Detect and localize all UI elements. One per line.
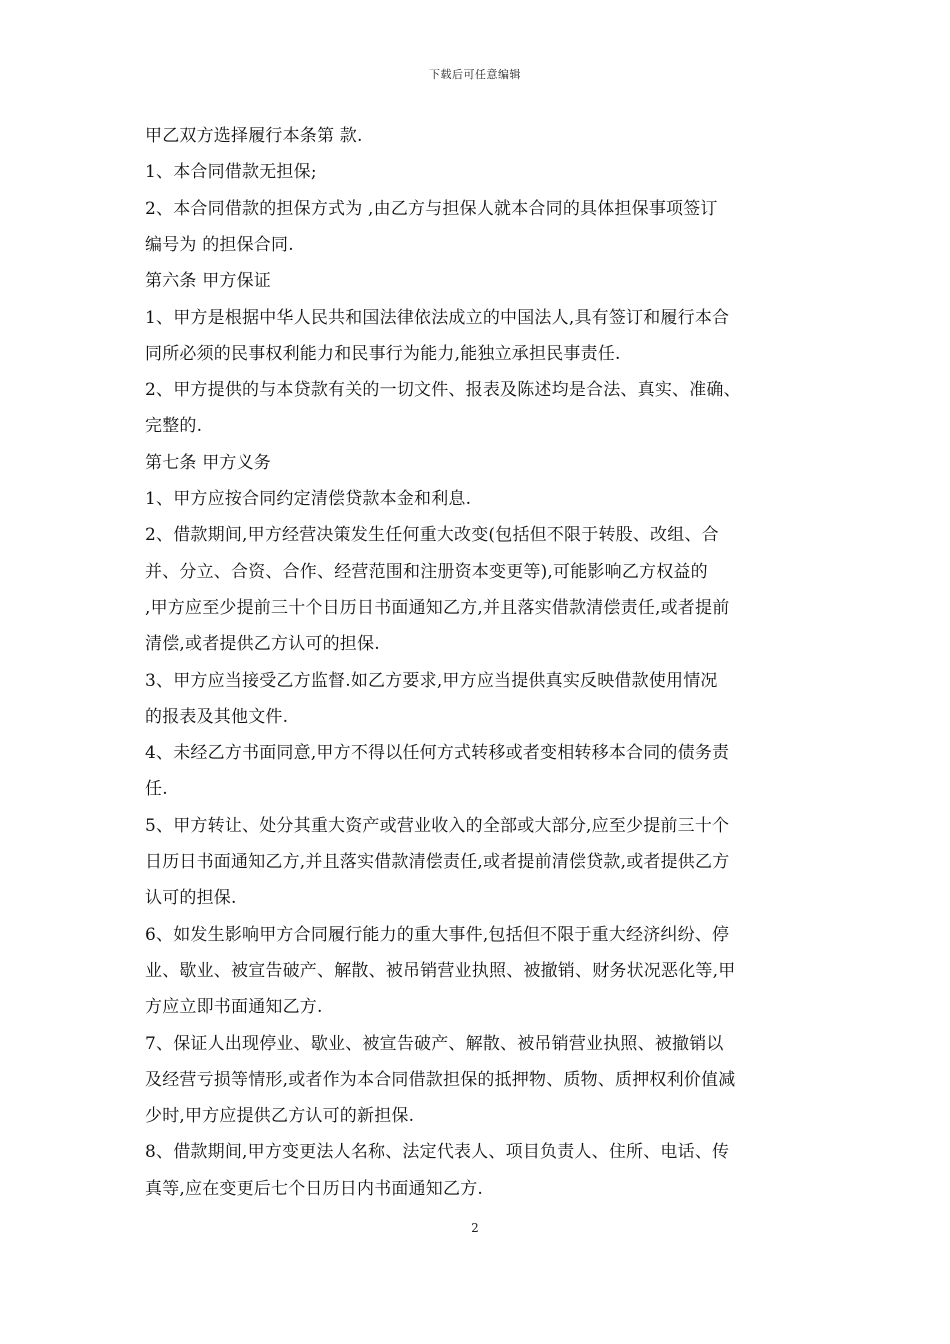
text-line: 3、甲方应当接受乙方监督.如乙方要求,甲方应当提供真实反映借款使用情况 — [145, 670, 718, 691]
text-line: 方应立即书面通知乙方. — [145, 997, 323, 1018]
text-line: 并、分立、合资、合作、经营范围和注册资本变更等),可能影响乙方权益的 — [145, 561, 708, 582]
page-header: 下载后可任意编辑 — [429, 68, 521, 81]
text-line: 认可的担保. — [145, 888, 237, 909]
text-line: 编号为 的担保合同. — [145, 234, 294, 255]
text-line: 1、本合同借款无担保; — [145, 162, 317, 183]
text-line: 完整的. — [145, 416, 203, 437]
text-line: 的报表及其他文件. — [145, 706, 289, 727]
text-line: 8、借款期间,甲方变更法人名称、法定代表人、项目负责人、住所、电话、传 — [145, 1142, 730, 1163]
text-line: 1、甲方是根据中华人民共和国法律依法成立的中国法人,具有签订和履行本合 — [145, 307, 730, 328]
text-line: 甲乙双方选择履行本条第 款. — [145, 126, 363, 146]
text-line: 少时,甲方应提供乙方认可的新担保. — [145, 1106, 415, 1127]
text-line: 6、如发生影响甲方合同履行能力的重大事件,包括但不限于重大经济纠纷、停 — [145, 924, 730, 945]
text-line: 2、借款期间,甲方经营决策发生任何重大改变(包括但不限于转股、改组、合 — [145, 525, 719, 546]
text-line: 同所必须的民事权利能力和民事行为能力,能独立承担民事责任. — [145, 343, 621, 364]
text-line: 清偿,或者提供乙方认可的担保. — [145, 634, 380, 655]
page-number: 2 — [471, 1221, 479, 1235]
text-line: 2、本合同借款的担保方式为 ,由乙方与担保人就本合同的具体担保事项签订 — [145, 198, 718, 219]
text-line: 2、甲方提供的与本贷款有关的一切文件、报表及陈述均是合法、真实、准确、 — [145, 380, 741, 401]
text-line: 1、甲方应按合同约定清偿贷款本金和利息. — [145, 489, 472, 509]
text-line: 第六条 甲方保证 — [145, 271, 272, 292]
text-line: 业、歇业、被宣告破产、解散、被吊销营业执照、被撤销、财务状况恶化等,甲 — [145, 960, 736, 981]
text-line: 及经营亏损等情形,或者作为本合同借款担保的抵押物、质物、质押权利价值减 — [145, 1069, 736, 1090]
text-line: ,甲方应至少提前三十个日历日书面通知乙方,并且落实借款清偿责任,或者提前 — [145, 597, 730, 618]
text-line: 日历日书面通知乙方,并且落实借款清偿责任,或者提前清偿贷款,或者提供乙方 — [145, 852, 730, 872]
text-line: 4、未经乙方书面同意,甲方不得以任何方式转移或者变相转移本合同的债务责 — [145, 743, 730, 764]
text-line: 7、保证人出现停业、歇业、被宣告破产、解散、被吊销营业执照、被撤销以 — [145, 1033, 724, 1054]
text-line: 真等,应在变更后七个日历日内书面通知乙方. — [145, 1178, 484, 1199]
text-line: 第七条 甲方义务 — [145, 452, 272, 473]
text-line: 5、甲方转让、处分其重大资产或营业收入的全部或大部分,应至少提前三十个 — [145, 815, 730, 836]
text-line: 任. — [145, 779, 168, 800]
